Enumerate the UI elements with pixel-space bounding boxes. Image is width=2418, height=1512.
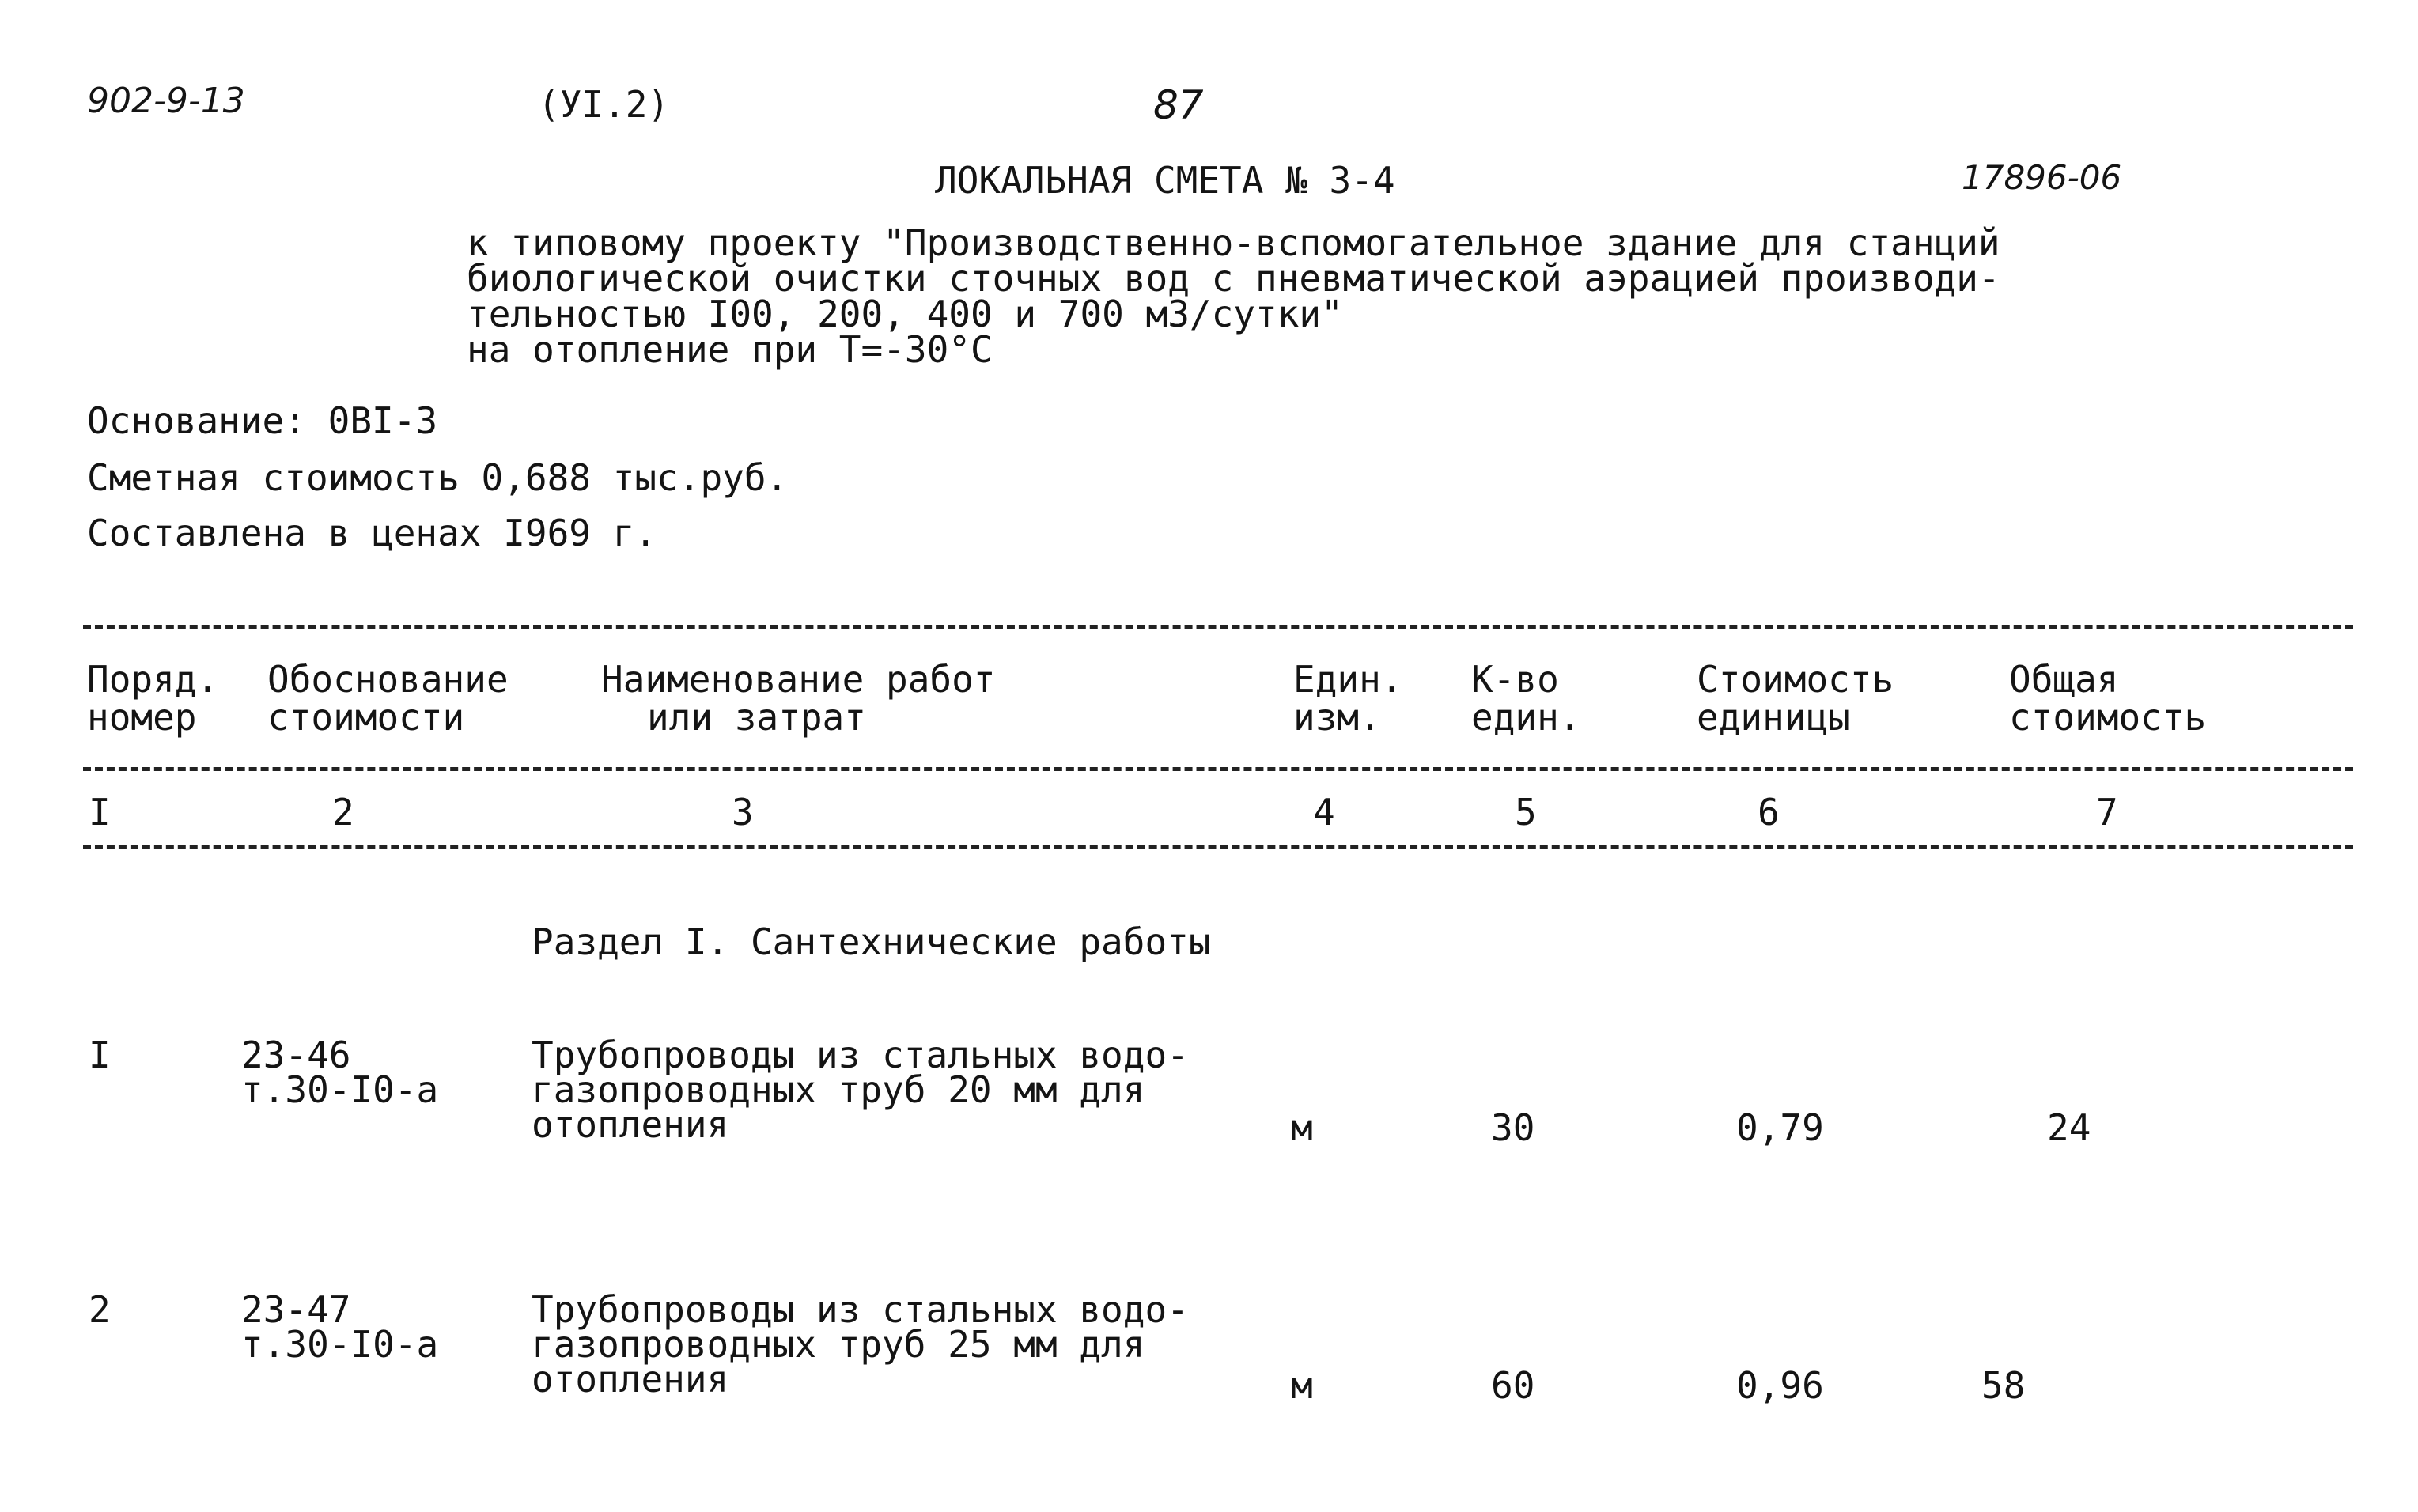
estimated-cost-line: Сметная стоимость 0,688 тыс.руб. (87, 456, 789, 499)
table-header-rule (83, 767, 2353, 771)
subtitle-line-1: к типовому проекту "Производственно-вспомогательное здание для станций (467, 221, 2000, 264)
col-number-7: 7 (2096, 791, 2118, 833)
col-number-6: 6 (1758, 791, 1780, 833)
row-basis: 23-46 т.30-I0-а (241, 1034, 439, 1111)
col-number-3: 3 (732, 791, 754, 833)
row-quantity: 30 (1491, 1106, 1535, 1149)
subtitle-line-3: тельностью I00, 200, 400 и 700 м3/сутки" (467, 293, 1343, 335)
table-numbers-rule (83, 845, 2353, 849)
volume-label: (УI.2) (538, 83, 670, 126)
row-total-cost: 24 (2047, 1106, 2091, 1149)
subtitle-line-2: биологической очистки сточных вод с пневматической аэрацией производи- (467, 257, 2000, 300)
row-name: Трубопроводы из стальных водо- газопроводных труб 20 мм для отопления (532, 1034, 1189, 1146)
row-unit-cost: 0,96 (1736, 1364, 1824, 1407)
col-header-basis: Обоснование стоимости (267, 658, 509, 739)
col-header-name: Наименование работ или затрат (601, 658, 996, 739)
subtitle-line-4: на отопление при Т=-30°С (467, 328, 993, 371)
col-number-4: 4 (1313, 791, 1335, 833)
col-number-1: I (89, 791, 111, 833)
document-title: ЛОКАЛЬНАЯ СМЕТА № 3-4 (935, 159, 1395, 202)
col-header-unit: Един. изм. (1293, 658, 1403, 739)
prices-line: Составлена в ценах I969 г. (87, 512, 657, 554)
row-unit-cost: 0,79 (1736, 1106, 1824, 1149)
basis-line: Основание: 0ВI-3 (87, 399, 438, 442)
table-top-rule (83, 625, 2353, 629)
project-code: 902-9-13 (87, 81, 245, 121)
col-header-order: Поряд. номер (87, 658, 219, 739)
row-number: 2 (89, 1288, 111, 1331)
col-number-5: 5 (1515, 791, 1537, 833)
stamp-number: 17896-06 (1962, 158, 2122, 197)
row-unit: м (1291, 1106, 1313, 1149)
row-unit: м (1291, 1364, 1313, 1407)
col-header-unit-cost: Стоимость единицы (1697, 658, 1894, 739)
col-header-quantity: К-во един. (1471, 658, 1581, 739)
page-number: 87 (1153, 82, 1204, 128)
row-quantity: 60 (1491, 1364, 1535, 1407)
row-number: I (89, 1034, 111, 1076)
col-header-total-cost: Общая стоимость (2009, 658, 2207, 739)
col-number-2: 2 (332, 791, 354, 833)
row-basis: 23-47 т.30-I0-а (241, 1288, 439, 1366)
row-total-cost: 58 (1981, 1364, 2026, 1407)
section-title: Раздел I. Сантехнические работы (532, 920, 1211, 963)
row-name: Трубопроводы из стальных водо- газопроводных труб 25 мм для отопления (532, 1288, 1189, 1400)
